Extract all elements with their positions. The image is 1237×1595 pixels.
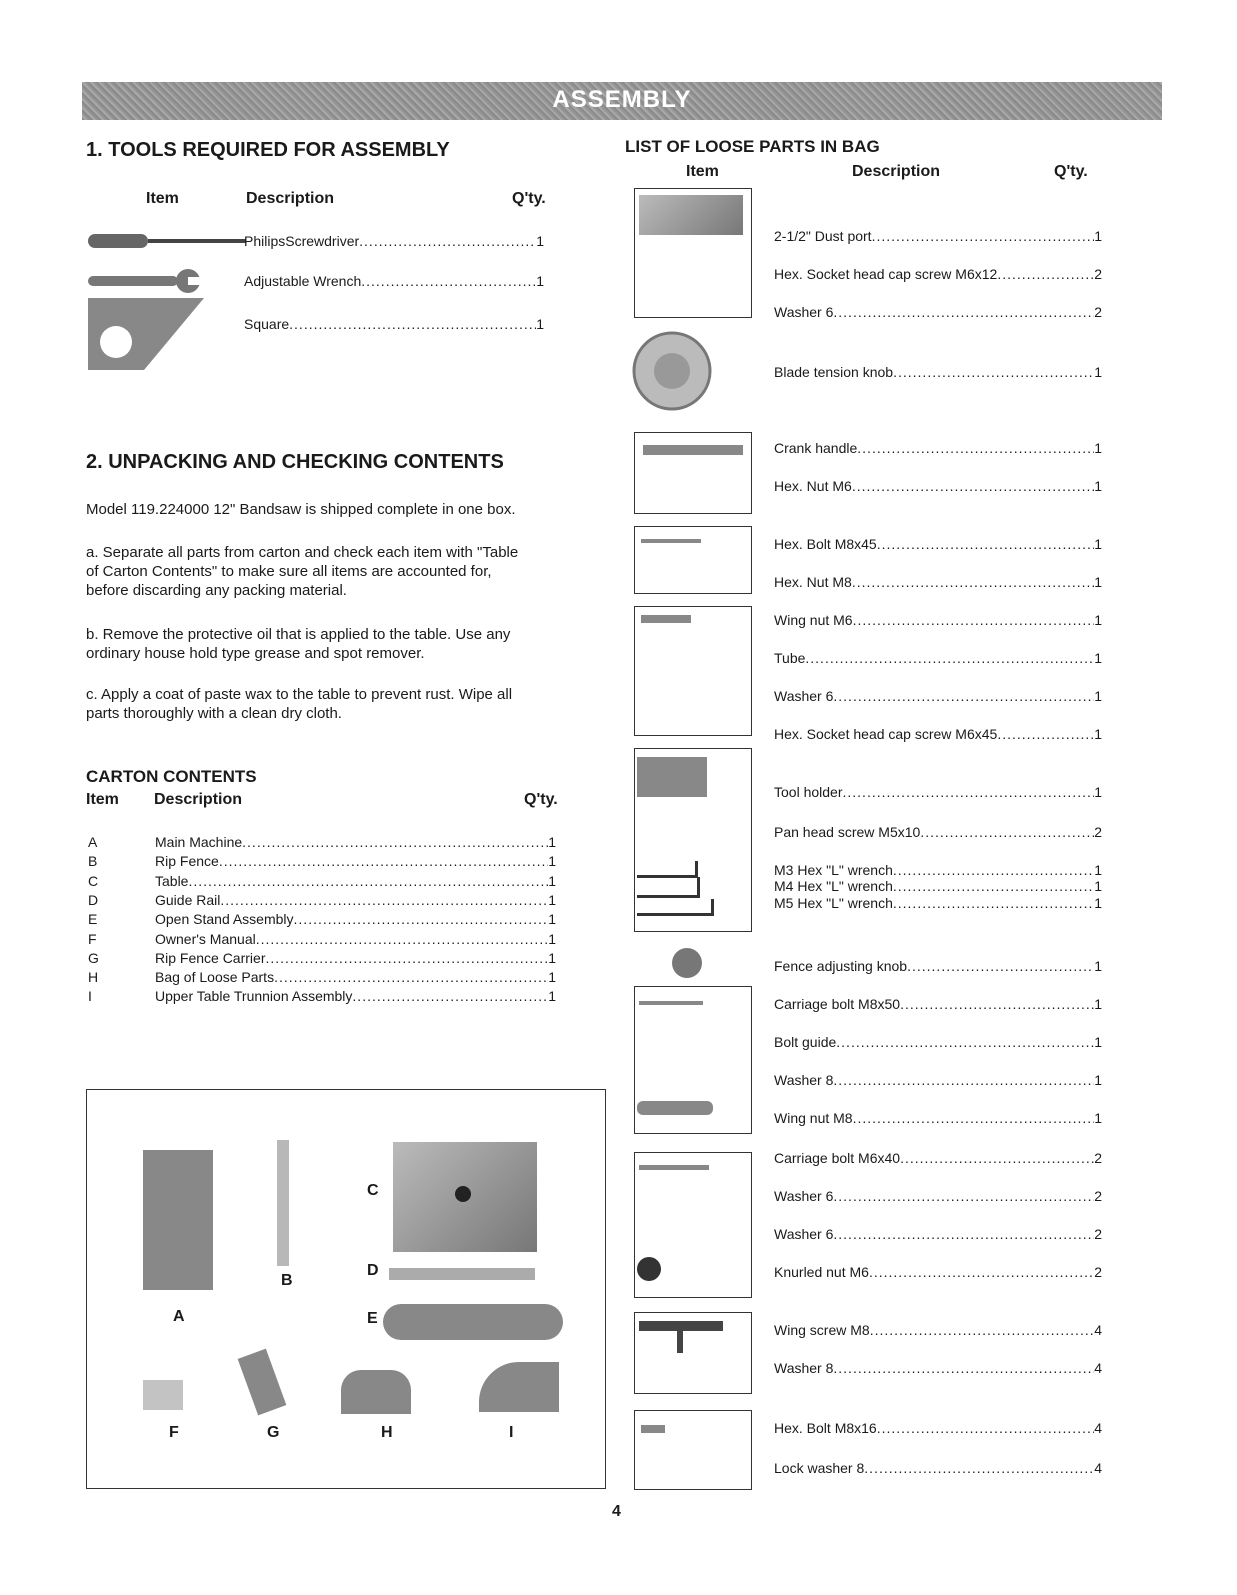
carton-item-letter: H [88, 969, 99, 986]
hex-wrench-m4-icon [637, 877, 700, 898]
loose-part-row: Washer 6 ..... 2 [774, 304, 1102, 320]
parts-box-3 [634, 526, 752, 594]
loose-part-row: Hex. Bolt M8x16 ..... 4 [774, 1420, 1102, 1436]
tools-col-qty: Q'ty. [512, 190, 546, 207]
parts-box-9 [634, 1410, 752, 1490]
carton-col-qty: Q'ty. [524, 791, 558, 808]
fence-knob-icon [672, 948, 702, 978]
loose-part-row: Knurled nut M6 ..... 2 [774, 1264, 1102, 1280]
carton-item-row: Table ..... 1 [155, 873, 556, 889]
carton-item-letter: F [88, 930, 97, 947]
carton-item-row: Main Machine ..... 1 [155, 834, 556, 850]
unpacking-title: 2. UNPACKING AND CHECKING CONTENTS [86, 451, 504, 473]
wing-nut-m8-image [637, 1101, 713, 1115]
loose-part-row: Carriage bolt M6x40 ..... 2 [774, 1150, 1102, 1166]
step-a-line3: before discarding any packing material. [86, 582, 347, 599]
loose-part-row: Wing screw M8 ..... 4 [774, 1322, 1102, 1338]
loose-part-row: Tool holder ..... 1 [774, 784, 1102, 800]
screwdriver-icon [88, 230, 248, 252]
loose-part-row: Bolt guide ..... 1 [774, 1034, 1102, 1050]
loose-col-item: Item [686, 163, 719, 180]
carton-item-letter: B [88, 853, 98, 870]
hex-wrench-m5-icon [637, 899, 714, 916]
label-g: G [267, 1424, 280, 1441]
loose-part-row: Hex. Nut M6 ..... 1 [774, 478, 1102, 494]
step-a-line1: a. Separate all parts from carton and check each item with "Table [86, 544, 519, 561]
loose-part-row: Wing nut M6 ..... 1 [774, 612, 1102, 628]
label-b: B [281, 1272, 293, 1289]
square-icon [88, 298, 204, 370]
loose-part-row: Washer 6 ..... 2 [774, 1188, 1102, 1204]
stand-image [383, 1304, 563, 1340]
carton-item-row: Guide Rail ..... 1 [155, 892, 556, 908]
loose-part-row: Hex. Socket head cap screw M6x12 ..... 2 [774, 266, 1102, 282]
carton-item-row: Open Stand Assembly ..... 1 [155, 911, 556, 927]
parts-box-1 [634, 188, 752, 318]
carton-col-item: Item [86, 791, 119, 808]
loose-col-qty: Q'ty. [1054, 163, 1088, 180]
carton-item-row: Rip Fence ..... 1 [155, 853, 556, 869]
carton-item-letter: E [88, 911, 98, 928]
tools-col-desc: Description [246, 190, 335, 207]
wrench-icon [88, 268, 208, 294]
label-i: I [509, 1424, 514, 1441]
hex-wrench-m3-icon [637, 861, 698, 878]
carton-figure [86, 1089, 606, 1489]
loose-part-row: Blade tension knob ..... 1 [774, 364, 1102, 380]
parts-box-2 [634, 432, 752, 514]
main-machine-image [143, 1150, 213, 1290]
manual-image [143, 1380, 183, 1410]
wing-nut-image [641, 615, 691, 623]
carriage-bolt-image [639, 1001, 703, 1005]
tool-row-1: PhilipsScrewdriver ..... 1 [244, 233, 544, 249]
page-number: 4 [612, 1503, 621, 1520]
tension-knob-icon [632, 328, 712, 414]
label-e: E [367, 1310, 378, 1327]
crank-handle-image [643, 445, 743, 455]
carton-item-letter: I [88, 988, 92, 1005]
knurled-nut-icon [637, 1257, 661, 1281]
loose-part-row: Washer 6 ..... 2 [774, 1226, 1102, 1242]
label-c: C [367, 1182, 379, 1199]
rip-fence-image [277, 1140, 289, 1266]
carrier-image [238, 1349, 287, 1416]
loose-part-row: 2-1/2" Dust port ..... 1 [774, 228, 1102, 244]
carton-item-row: Upper Table Trunnion Assembly ..... 1 [155, 988, 556, 1004]
trunnion-image [479, 1362, 559, 1412]
loose-part-row: Crank handle ..... 1 [774, 440, 1102, 456]
loose-part-row: Hex. Nut M8 ..... 1 [774, 574, 1102, 590]
step-a-line2: of Carton Contents" to make sure all items are accounted for, [86, 563, 492, 580]
loose-part-row: M4 Hex "L" wrench ..... 1 [774, 878, 1102, 894]
parts-box-8 [634, 1312, 752, 1394]
tools-col-item: Item [146, 190, 179, 207]
carton-item-letter: G [88, 949, 99, 966]
loose-part-row: Carriage bolt M8x50 ..... 1 [774, 996, 1102, 1012]
table-hole-icon [455, 1186, 471, 1202]
tools-title: 1. TOOLS REQUIRED FOR ASSEMBLY [86, 139, 450, 161]
loose-parts-title: LIST OF LOOSE PARTS IN BAG [625, 137, 880, 156]
loose-part-row: Hex. Bolt M8x45 ..... 1 [774, 536, 1102, 552]
loose-part-row: M3 Hex "L" wrench ..... 1 [774, 862, 1102, 878]
unpacking-intro: Model 119.224000 12" Bandsaw is shipped complete in one box. [86, 501, 516, 518]
carton-item-letter: D [88, 891, 99, 908]
loose-part-row: M5 Hex "L" wrench ..... 1 [774, 895, 1102, 911]
carton-title: CARTON CONTENTS [86, 767, 257, 786]
step-b-line1: b. Remove the protective oil that is applied to the table. Use any [86, 626, 511, 643]
carton-item-row: Rip Fence Carrier ..... 1 [155, 950, 556, 966]
carton-col-desc: Description [154, 791, 243, 808]
loose-part-row: Pan head screw M5x10 ..... 2 [774, 824, 1102, 840]
parts-box-5 [634, 748, 752, 932]
loose-part-row: Tube ..... 1 [774, 650, 1102, 666]
loose-part-row: Wing nut M8 ..... 1 [774, 1110, 1102, 1126]
label-h: H [381, 1424, 393, 1441]
tool-row-2: Adjustable Wrench ..... 1 [244, 273, 544, 289]
wing-screw-icon [639, 1321, 723, 1331]
loose-part-row: Hex. Socket head cap screw M6x45 ..... 1 [774, 726, 1102, 742]
parts-box-6 [634, 986, 752, 1134]
loose-part-row: Washer 8 ..... 1 [774, 1072, 1102, 1088]
step-c-line1: c. Apply a coat of paste wax to the table to prevent rust. Wipe all [86, 686, 513, 703]
parts-box-4 [634, 606, 752, 736]
tool-holder-image [637, 757, 707, 797]
step-c-line2: parts thoroughly with a clean dry cloth. [86, 705, 342, 722]
hex-bolt-m8-image [641, 1425, 665, 1433]
loose-part-row: Washer 6 ..... 1 [774, 688, 1102, 704]
loose-part-row: Fence adjusting knob ..... 1 [774, 958, 1102, 974]
guide-rail-image [389, 1268, 535, 1280]
carton-item-row: Owner's Manual ..... 1 [155, 931, 556, 947]
label-f: F [169, 1424, 179, 1441]
tool-row-3: Square ..... 1 [244, 316, 544, 332]
label-d: D [367, 1262, 379, 1279]
bolt-image [641, 539, 701, 543]
label-a: A [173, 1308, 185, 1325]
parts-box-7 [634, 1152, 752, 1298]
assembly-banner [82, 82, 1162, 120]
bag-image [341, 1370, 411, 1414]
loose-part-row: Lock washer 8 ..... 4 [774, 1460, 1102, 1476]
banner-title: ASSEMBLY [552, 86, 692, 113]
carton-item-letter: C [88, 872, 99, 889]
loose-col-desc: Description [852, 163, 941, 180]
carton-item-row: Bag of Loose Parts ..... 1 [155, 969, 556, 985]
loose-part-row: Washer 8 ..... 4 [774, 1360, 1102, 1376]
carriage-bolt-m6-image [639, 1165, 709, 1170]
carton-item-letter: A [88, 834, 98, 850]
step-b-line2: ordinary house hold type grease and spot remover. [86, 645, 425, 662]
dust-port-image [639, 195, 743, 235]
